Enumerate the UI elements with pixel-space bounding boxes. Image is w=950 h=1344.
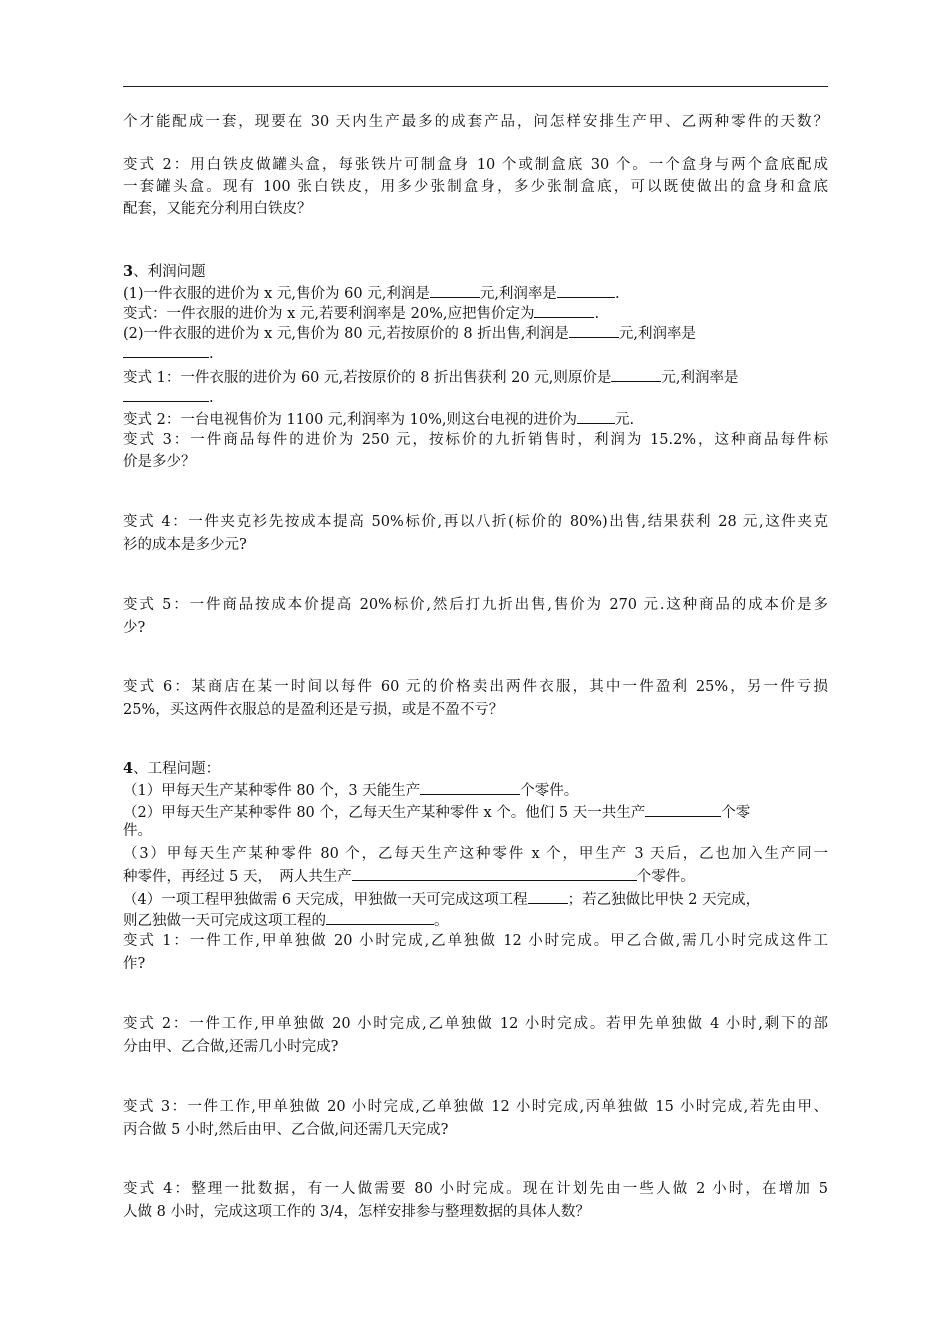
question-line: 衫的成本是多少元? [123, 537, 247, 553]
intro-line: 个才能配成一套，现要在 30 天内生产最多的成套产品，问怎样安排生产甲、乙两种零件的天数？ [123, 114, 828, 130]
question-line: 人做 8 小时，完成这项工作的 3/4，怎样安排参与整理数据的具体人数？ [123, 1204, 590, 1220]
question-line: (2)一件衣服的进价为 x 元,售价为 80 元,若按原价的 8 折出售,利润是 元,利润率是 [123, 322, 828, 342]
profit-variant-6 [123, 677, 828, 720]
answer-blank[interactable] [645, 801, 721, 817]
answer-blank[interactable] [528, 888, 568, 904]
answer-blank[interactable] [430, 282, 480, 298]
question-line: 种零件，再经过 5 天， 两人共生产 个零件。 [123, 865, 828, 885]
answer-blank[interactable] [534, 302, 594, 318]
answer-blank[interactable] [569, 322, 619, 338]
profit-variant-4 [123, 512, 828, 555]
question-line: 变式：一件衣服的进价为 x 元,若要利润率是 20%,应把售价定为 . [123, 302, 828, 322]
question-line: 作? [123, 956, 146, 972]
question-line: 变式 1：一件工作,甲单独做 20 小时完成,乙单独做 12 小时完成。甲乙合做,需几小时完成这件工 [123, 933, 828, 949]
variant-tin-cans [123, 155, 828, 219]
question-line: 25%，买这两件衣服总的是盈利还是亏损，或是不盈不亏？ [123, 702, 504, 718]
answer-blank[interactable] [577, 408, 615, 424]
question-line: 变式 1：一件衣服的进价为 60 元,若按原价的 8 折出售获利 20 元,则原价是 元,利润率是 [123, 366, 828, 386]
question-line: （1）甲每天生产某种零件 80 个，3 天能生产 个零件。 [123, 779, 828, 799]
question-line: . [123, 342, 828, 360]
question-line: 变式 2：一台电视售价为 1100 元,利润率为 10%,则这台电视的进价为 元. [123, 408, 828, 428]
question-line: 变式 4：一件夹克衫先按成本提高 50%标价,再以八折(标价的 80%)出售,结果获利 28 元,这件夹克 [123, 514, 828, 530]
question-line: 变式 2：一件工作,甲单独做 20 小时完成,乙单独做 12 小时完成。若甲先单独做 4 小时,剩下的部 [123, 1016, 828, 1032]
document-body [123, 112, 828, 132]
section-heading: 4、工程问题： [123, 760, 221, 777]
section-heading: 3、利润问题 [123, 263, 206, 280]
section-work [123, 759, 828, 974]
question-line: . [123, 386, 828, 404]
paragraph-line: 变式 2：用白铁皮做罐头盒，每张铁片可制盒身 10 个或制盒底 30 个。一个盒身与两个盒底配成 [123, 157, 828, 173]
answer-blank[interactable] [123, 342, 209, 358]
work-variant-2 [123, 1014, 828, 1057]
question-line: （3）甲每天生产某种零件 80 个，乙每天生产这种零件 x 个，甲生产 3 天后，乙也加入生产同一 [123, 846, 828, 862]
question-line: 件。 [123, 823, 152, 839]
work-variant-3 [123, 1097, 828, 1140]
question-line: 变式 4：整理一批数据，有一人做需要 80 小时完成。现在计划先由一些人做 2 小时，在增加 5 [123, 1181, 828, 1197]
answer-blank[interactable] [611, 366, 661, 382]
question-line: 价是多少？ [123, 454, 196, 470]
question-line: （2）甲每天生产某种零件 80 个，乙每天生产某种零件 x 个。他们 5 天一共生产 个零 [123, 801, 828, 821]
profit-variant-5 [123, 595, 828, 638]
answer-blank[interactable] [420, 779, 520, 795]
question-line: 变式 3：一件商品每件的进价为 250 元，按标价的九折销售时，利润为 15.2%，这种商品每件标 [123, 432, 828, 448]
answer-blank[interactable] [326, 909, 434, 925]
paragraph-line: 配套，又能充分利用白铁皮？ [123, 201, 312, 217]
question-line: (1)一件衣服的进价为 x 元,售价为 60 元,利润是 元,利润率是 . [123, 282, 828, 302]
answer-blank[interactable] [352, 865, 637, 881]
answer-blank[interactable] [557, 282, 615, 298]
question-line: 变式 6：某商店在某一时间以每件 60 元的价格卖出两件衣服，其中一件盈利 25%，另一件亏损 [123, 679, 828, 695]
section-profit [123, 262, 828, 472]
question-line: （4）一项工程甲独做需 6 天完成，甲独做一天可完成这项工程 ；若乙独做比甲快 2 天完成， [123, 888, 828, 908]
question-line: 变式 5：一件商品按成本价提高 20%标价,然后打九折出售,售价为 270 元.这种商品的成本价是多 [123, 597, 828, 613]
question-line: 变式 3：一件工作,甲单独做 20 小时完成,乙单独做 12 小时完成,丙单独做 15 小时完成,若先由甲、 [123, 1099, 828, 1115]
question-line: 分由甲、乙合做,还需几小时完成? [123, 1039, 339, 1055]
question-line: 则乙独做一天可完成这项工程的 。 [123, 909, 828, 929]
question-line: 少? [123, 620, 146, 636]
header-rule [123, 86, 828, 87]
answer-blank[interactable] [123, 386, 209, 402]
work-variant-4 [123, 1179, 828, 1222]
paragraph-line: 一套罐头盒。现有 100 张白铁皮，用多少张制盒身，多少张制盒底，可以既使做出的盒身和盒底 [123, 179, 828, 195]
question-line: 丙合做 5 小时,然后由甲、乙合做,问还需几天完成? [123, 1122, 449, 1138]
